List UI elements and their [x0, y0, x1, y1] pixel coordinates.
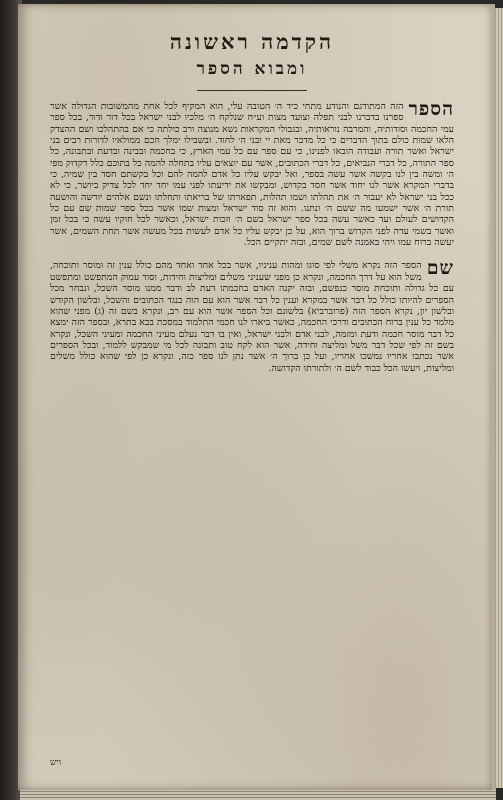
catchword: ויש — [50, 758, 62, 768]
title-divider — [197, 90, 307, 91]
paragraph-1-lead-word: הספר — [408, 98, 454, 120]
paragraph-2 — [50, 257, 454, 374]
paragraph-2-text: הספר הזה נקרא משלי לפי סוגו ומהות עניניו, אשר בכל אחד ואחד מהם כולל ענין זה ומוסר ותוכחה, משל הוא על דרך החכמה, ונקרא כן מפני שעניני משלים ומליצות וחידות, וסוד עמוק המתפשט ומתפשט עם כל גדולה ותוכחת מוסר כנפשם, ובזה יקנה האדם בחכמתו דעת לב ודבר ממנו מוסר השכל, ונבחר מכל הספרים להיותו כולל כל דבר אשר במקרא וענין כל דבר אשר הוא עם הוה כנגד הכתובים והשכל, ובלשון הקודש ובלשון יון, נקרא הספר הזה (פרוברביא) בלשונם וכל הספר אשר הוא עם רב, ונקרא בשם זה (ג) מפני שהוא מלמד כל ענין ברוח הכתובים ודרכי החכמה, כאשר ביארו לנו חכמי התלמוד במסכת בבא בתרא, ובספר הזה ימצא כל דבר מוסר חכמה ודעת ומזמה, לבני אדם ולבני ישראל, ואין בו דבר נעלם מעיני החכמה ומעיני השכל, ונקרא בשם זה לפי שכל דבר משל ומליצה וחידה, אשר הוא לקח טוב ותבונה לכל מי שמבקש ללמוד, ובכל הספרים אשר נכתבו אחריו נמשכו אחריו, ועל כן ברוך ה׳ אשר נתן לנו ספר כזה, ונקרא כן לפי שהוא כולל משלים ומליצות, ויעשו הכל כבוד לשם ה׳ ולתורתו הקדושה. — [50, 260, 454, 374]
page-content — [50, 28, 454, 768]
paragraph-2-lead-word: שם — [426, 257, 454, 280]
paragraph-gap — [50, 248, 454, 260]
paragraph-1 — [50, 98, 454, 249]
paragraph-1-text: הזה המתודגם והנודע מתחי כיד ה׳ הטובה עלי, הוא המקיף לכל אחת מהמשובות הגדולה אשר ספרנו בדברנו לבני תפלה וצועד מצות וע״ח שנלקח ה׳ מלכיו לבני ישראל בכל דור ודור, בכל ספר עמי החכמה וסודותיה, והמרבה נוראותיה, ובגבולי המקראות נשא מנוצה ורב כולתה כי אם בהתהלכו ושם ההצדק הלאו שמות כולם בתוך הדברים כי כל מדבר מאת יי ובני ה׳ לחוד. ובשבילו ימלך חכם ממולאיו לדורות רבים בני ישראל ואשר תורה ועבודה הובאו לפנינו, כי עם ספר עם כל עמי הארץ, כי בחכמה ובבינה ובדעת ובתבונה, כל ספר התורה, כל דברי הנביאים, כל דברי הכתובים, אשר עם יוצאים עליו בתחלה להמה כל בתוכם כלל דקדוק מפי ה׳ ומשה בין לנו בקשה אשר עשה בספר, ואל יבקש עליו כל אדם להמה להם וכל בקשתם חסד בין שמיה, כי בדברי המקרא אשר לנו יחוד אשר חסד בקדוש, ומבקשו את ידיעתו לפני עמו יחד יחד לכל צדיק ביושר, כי לא ככל בני ישראל לא יעבור ה׳ את תהלתו ושמו תהלות, תפארתו של בריאתו ותחלתו ונשם אלהים יורשה והושעה תורת ה׳ אשר ישמעו מה ששם ה׳ ונתנו. והוא זה סוד ישראל ומצות שמו אשר בכל ספר שמות שם עם כל הקדושים לעולם ועד כאשר עשה בכל ספר ישראל בשם ה׳ וזכות ישראל, וכאשר לכל חוקיו עשה כי בכל זמן ואשר בשמי עדה לפני הקדוש ברוך הוא, על כן יבקש עליו כל אדם לעשות בכל מעשה אשר תחת השמים, אשר יעשה ברוח עמו ויהי באמנה לשם שמים, ובזה יתקיים הכל. — [50, 101, 454, 249]
page-title: הקדמה ראשונה — [169, 29, 335, 54]
page-subtitle: ומבוא הספר — [196, 59, 308, 79]
